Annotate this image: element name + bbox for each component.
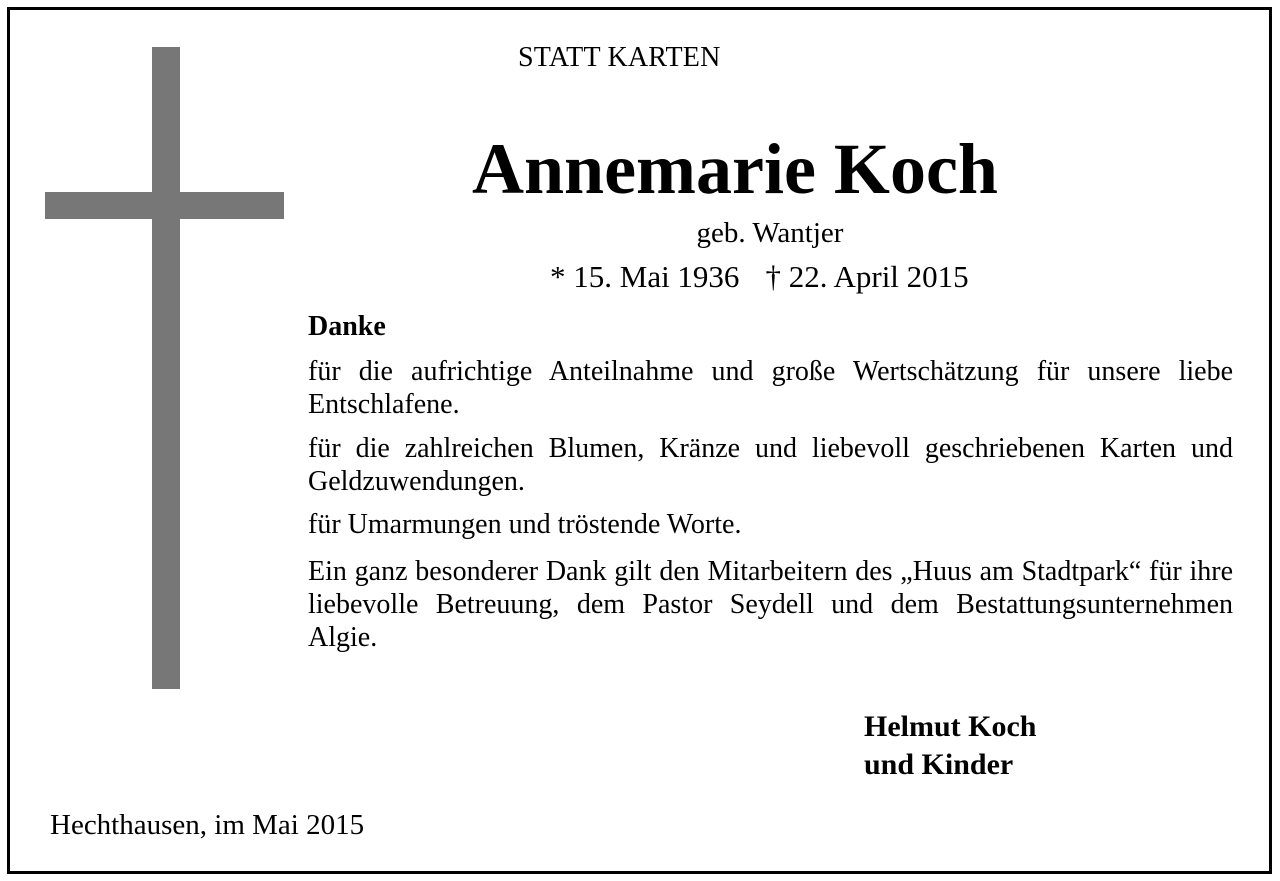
signature [864, 708, 1037, 784]
place-date: Hechthausen, im Mai 2015 [50, 809, 365, 841]
thanks-paragraph: für Umarmungen und tröstende Worte. [308, 509, 742, 540]
cross-vertical-bar [152, 47, 180, 689]
header-note: STATT KARTEN [518, 42, 721, 73]
maiden-name: geb. Wantjer [696, 217, 844, 249]
life-dates [550, 258, 969, 296]
deceased-name: Annemarie Koch [472, 129, 998, 209]
thanks-paragraph: für die aufrichtige Anteilnahme und große Wertschätzung für unsere liebe Entschlafene. [308, 356, 1233, 420]
birth-date: * 15. Mai 1936 [550, 259, 740, 294]
signature-line-1: Helmut Koch [864, 710, 1037, 743]
signature-line-2: und Kinder [864, 748, 1014, 781]
cross-horizontal-bar [45, 192, 284, 219]
thanks-paragraph: für die zahlreichen Blumen, Kränze und liebevoll geschriebenen Karten und Geldzuwendungen. [308, 433, 1233, 497]
thanks-heading: Danke [308, 311, 386, 342]
death-date: † 22. April 2015 [765, 259, 969, 294]
thanks-paragraph: Ein ganz besonderer Dank gilt den Mitarbeitern des „Huus am Stadtpark“ für ihre liebevolle Betreuung, dem Pastor Seydell und dem Bestattungsunternehmen Algie. [308, 556, 1233, 653]
